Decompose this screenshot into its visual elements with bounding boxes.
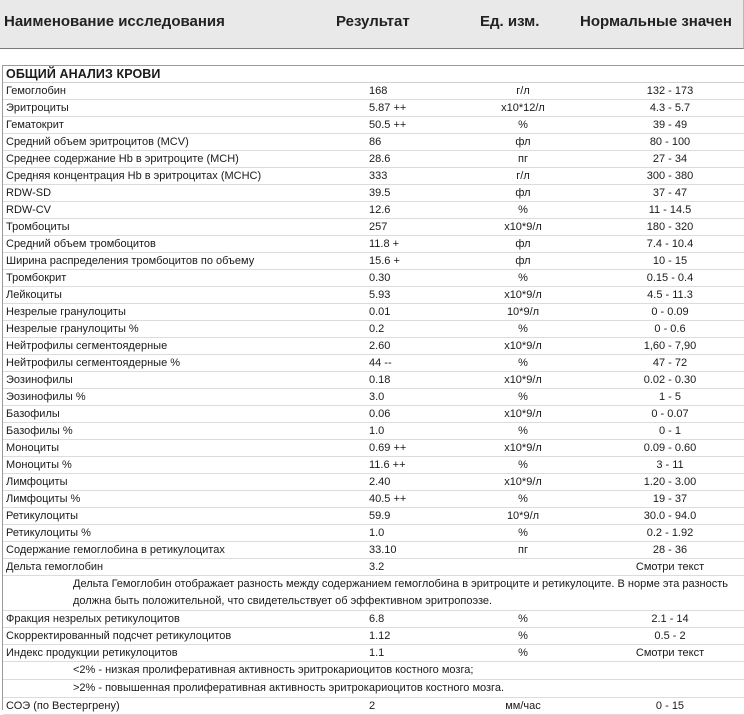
row-norm: 0 - 1: [658, 425, 681, 437]
row-norm: 11 - 14.5: [648, 204, 692, 216]
row-norm: 4.3 - 5.7: [649, 102, 691, 114]
row-norm: 2.1 - 14: [651, 613, 689, 625]
row-norm: 0.02 - 0.30: [643, 374, 697, 386]
table-row: [3, 474, 744, 491]
row-norm: 0.15 - 0.4: [646, 272, 694, 284]
header-norm: Нормальные значен: [580, 13, 732, 30]
row-norm: 28 - 36: [652, 544, 688, 556]
row-norm: 0.2 - 1.92: [646, 527, 694, 539]
table-row: [3, 645, 744, 662]
table-row: [3, 134, 744, 151]
row-unit: x10*9/л: [504, 340, 542, 352]
row-unit: фл: [515, 136, 531, 148]
section-title: ОБЩИЙ АНАЛИЗ КРОВИ: [3, 66, 744, 83]
row-name: Тромбокрит: [6, 272, 67, 284]
row-norm: 180 - 320: [646, 221, 694, 233]
row-result: 257: [369, 221, 388, 233]
table-row: [3, 525, 744, 542]
row-name: Базофилы %: [6, 425, 73, 437]
table-row: [3, 355, 744, 372]
row-unit: фл: [515, 238, 531, 250]
row-name: Базофилы: [6, 408, 60, 420]
table-row: [3, 559, 744, 576]
row-result: 0.2: [369, 323, 385, 335]
row-result: 0.18: [369, 374, 391, 386]
row-result: 39.5: [369, 187, 391, 199]
row-unit: %: [518, 272, 528, 284]
row-name: Незрелые гранулоциты %: [6, 323, 139, 335]
results-group-main: [3, 83, 744, 576]
row-norm: 3 - 11: [656, 459, 684, 471]
table-row: [3, 423, 744, 440]
row-result: 2.40: [369, 476, 391, 488]
row-unit: 10*9/л: [506, 306, 540, 318]
table-row: [3, 219, 744, 236]
row-name: Средний объем тромбоцитов: [6, 238, 156, 250]
delta-note: Дельта Гемоглобин отображает разность между содержанием гемоглобина в эритроците и ретикулоците. В норме эта разность должна быть положительной, что свидетельствует об эффективном эритропоэзе.: [3, 576, 744, 611]
index-note-line: <2% - низкая пролиферативная активность эритрокариоцитов костного мозга;: [3, 662, 744, 680]
row-norm: 0 - 0.07: [651, 408, 689, 420]
row-unit: г/л: [516, 85, 530, 97]
row-norm: 19 - 37: [652, 493, 688, 505]
row-name: Ретикулоциты %: [6, 527, 91, 539]
row-name: Фракция незрелых ретикулоцитов: [6, 613, 180, 625]
row-unit: %: [518, 493, 528, 505]
row-result: 333: [369, 170, 388, 182]
row-norm: 39 - 49: [652, 119, 688, 131]
row-name: Средний объем эритроцитов (MCV): [6, 136, 189, 148]
row-norm: 1,60 - 7,90: [643, 340, 697, 352]
row-name: Лейкоциты: [6, 289, 62, 301]
results-group-reticulocytes: [3, 611, 744, 662]
row-unit: фл: [515, 187, 531, 199]
row-name: Лимфоциты: [6, 476, 68, 488]
row-unit: %: [518, 459, 528, 471]
row-result: 2: [369, 700, 376, 712]
row-result: 1.1: [369, 647, 385, 659]
table-row: [3, 698, 744, 715]
row-name: Гематокрит: [6, 119, 64, 131]
row-unit: фл: [515, 255, 531, 267]
row-result: 44 --: [369, 357, 392, 369]
row-result: 1.0: [369, 527, 385, 539]
row-unit: x10*12/л: [501, 102, 545, 114]
row-unit: x10*9/л: [504, 442, 542, 454]
row-unit: x10*9/л: [504, 221, 542, 233]
table-row: [3, 202, 744, 219]
row-result: 5.87 ++: [369, 102, 407, 114]
row-unit: x10*9/л: [504, 289, 542, 301]
table-row: [3, 542, 744, 559]
row-name: Незрелые гранулоциты: [6, 306, 126, 318]
row-result: 33.10: [369, 544, 397, 556]
table-row: [3, 270, 744, 287]
table-row: [3, 185, 744, 202]
row-norm: 30.0 - 94.0: [643, 510, 697, 522]
table-row: [3, 628, 744, 645]
row-norm: 4.5 - 11.3: [647, 289, 693, 301]
row-result: 0.69 ++: [369, 442, 407, 454]
row-norm: 0.5 - 2: [654, 630, 686, 642]
row-norm: 47 - 72: [652, 357, 688, 369]
table-row: [3, 491, 744, 508]
table-row: [3, 611, 744, 628]
table-row: [3, 287, 744, 304]
row-name: СОЭ (по Вестергрену): [6, 700, 120, 712]
row-name: Содержание гемоглобина в ретикулоцитах: [6, 544, 225, 556]
row-unit: %: [518, 527, 528, 539]
row-unit: пг: [518, 544, 528, 556]
row-name: Нейтрофилы сегментоядерные %: [6, 357, 181, 369]
row-result: 3.0: [369, 391, 385, 403]
row-result: 0.06: [369, 408, 391, 420]
table-row: [3, 440, 744, 457]
row-result: 50.5 ++: [369, 119, 407, 131]
row-name: Моноциты %: [6, 459, 72, 471]
row-unit: %: [518, 119, 528, 131]
row-norm: 300 - 380: [646, 170, 694, 182]
table-row: [3, 321, 744, 338]
row-result: 28.6: [369, 153, 391, 165]
table-row: [3, 508, 744, 525]
results-group-esr: [3, 698, 744, 715]
table-row: [3, 83, 744, 100]
row-name: Ретикулоциты: [6, 510, 79, 522]
table-row: [3, 457, 744, 474]
row-result: 0.30: [369, 272, 391, 284]
row-result: 1.12: [369, 630, 391, 642]
row-norm: 0 - 15: [655, 700, 685, 712]
row-result: 40.5 ++: [369, 493, 407, 505]
row-norm: 0.09 - 0.60: [643, 442, 697, 454]
row-norm: 1 - 5: [658, 391, 681, 403]
row-name: RDW-SD: [6, 187, 52, 199]
row-norm: 0 - 0.6: [654, 323, 686, 335]
row-name: Моноциты: [6, 442, 59, 454]
row-result: 168: [369, 85, 388, 97]
row-norm: 80 - 100: [649, 136, 691, 148]
row-unit: мм/час: [505, 700, 541, 712]
row-unit: 10*9/л: [506, 510, 540, 522]
table-row: [3, 253, 744, 270]
row-name: Гемоглобин: [6, 85, 66, 97]
row-unit: %: [518, 357, 528, 369]
row-norm: Смотри текст: [635, 561, 705, 573]
index-notes: [3, 662, 744, 698]
row-result: 11.6 ++: [369, 459, 406, 471]
row-result: 3.2: [369, 561, 385, 573]
row-result: 86: [369, 136, 382, 148]
row-norm: 132 - 173: [646, 85, 694, 97]
row-norm: 1.20 - 3.00: [643, 476, 697, 488]
table-row: [3, 168, 744, 185]
row-result: 2.60: [369, 340, 391, 352]
row-name: Нейтрофилы сегментоядерные: [6, 340, 168, 352]
table-row: [3, 117, 744, 134]
row-result: 1.0: [369, 425, 385, 437]
row-norm: 0 - 0.09: [651, 306, 689, 318]
row-name: Тромбоциты: [6, 221, 70, 233]
table-row: [3, 151, 744, 168]
table-row: [3, 100, 744, 117]
index-note-line: >2% - повышенная пролиферативная активность эритрокариоцитов костного мозга.: [3, 680, 744, 698]
row-unit: %: [518, 204, 528, 216]
row-unit: пг: [518, 153, 528, 165]
row-unit: x10*9/л: [504, 476, 542, 488]
row-name: Эозинофилы: [6, 374, 73, 386]
row-result: 15.6 +: [369, 255, 400, 267]
row-unit: %: [518, 323, 528, 335]
row-norm: 10 - 15: [652, 255, 688, 267]
table-row: [3, 372, 744, 389]
row-result: 11.8 +: [369, 238, 400, 250]
row-result: 12.6: [369, 204, 391, 216]
row-unit: %: [518, 630, 528, 642]
row-norm: Смотри текст: [635, 647, 705, 659]
table-row: [3, 304, 744, 321]
row-result: 5.93: [369, 289, 391, 301]
row-name: Среднее содержание Hb в эритроците (MCH): [6, 153, 239, 165]
row-result: 59.9: [369, 510, 391, 522]
row-result: 0.01: [369, 306, 391, 318]
row-name: Скорректированный подсчет ретикулоцитов: [6, 630, 232, 642]
column-header-bar: [0, 0, 744, 49]
row-name: Средняя концентрация Hb в эритроцитах (MCHC): [6, 170, 262, 182]
header-result: Результат: [336, 13, 410, 30]
row-unit: %: [518, 425, 528, 437]
table-row: [3, 338, 744, 355]
row-unit: %: [518, 391, 528, 403]
row-name: Дельта гемоглобин: [6, 561, 104, 573]
row-unit: x10*9/л: [504, 374, 542, 386]
header-unit: Ед. изм.: [480, 13, 540, 30]
row-unit: г/л: [516, 170, 530, 182]
table-row: [3, 389, 744, 406]
table-row: [3, 236, 744, 253]
row-result: 6.8: [369, 613, 385, 625]
row-unit: %: [518, 613, 528, 625]
row-unit: x10*9/л: [504, 408, 542, 420]
row-norm: 27 - 34: [652, 153, 688, 165]
table-row: [3, 406, 744, 423]
row-name: Индекс продукции ретикулоцитов: [6, 647, 178, 659]
row-norm: 7.4 - 10.4: [646, 238, 694, 250]
row-norm: 37 - 47: [652, 187, 688, 199]
row-name: RDW-CV: [6, 204, 52, 216]
row-unit: %: [518, 647, 528, 659]
row-name: Эозинофилы %: [6, 391, 86, 403]
row-name: Лимфоциты %: [6, 493, 81, 505]
results-sheet: [2, 65, 744, 710]
row-name: Эритроциты: [6, 102, 69, 114]
header-name: Наименование исследования: [4, 13, 225, 30]
row-name: Ширина распределения тромбоцитов по объему: [6, 255, 255, 267]
